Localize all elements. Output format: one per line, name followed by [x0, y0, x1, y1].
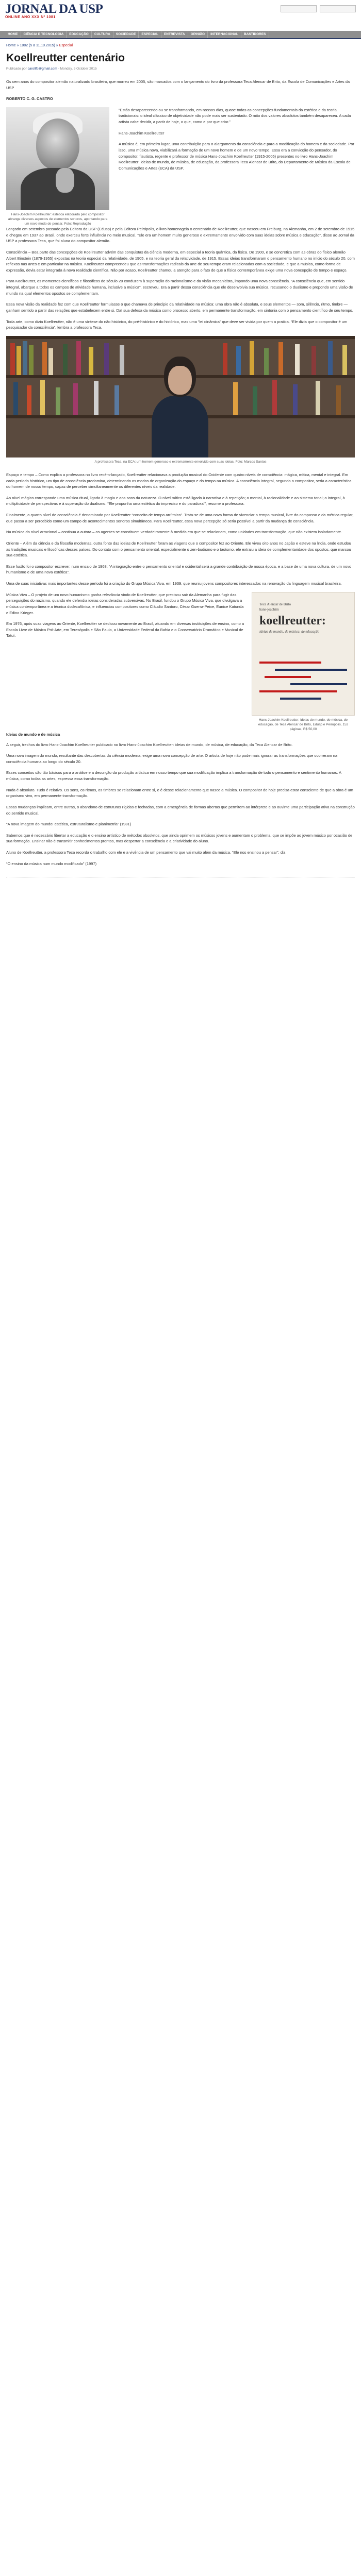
intro-section: [6, 107, 355, 226]
paragraph: Toda arte, como dizia Koellreutter, não é uma síntese do não histórico, do pré-histórico e do histórico, mas uma “lei dinâmica” que deve ser vivida por quem a pratica. “Ele dizia que o compositor é um pesquisador da consciência”, lembra a professora Teca.: [6, 319, 348, 330]
quote-attribution: Hans-Joachim Koellreutter: [119, 130, 165, 135]
menu-item-entrevista[interactable]: ENTREVISTA: [161, 31, 188, 38]
paragraph: Essa nova visão da realidade fez com que Koellreutter formulasse o que chamava de princípio da relatividade na música: uma obra não é absoluta, e seus elementos — som, silêncio, ritmo, timbre — ganham sentido a partir das relações que estabelecem entre si. Daí sua defesa da música como processo aberto, em permanente transformação, em sintonia com o pensamento científico de seu tempo.: [6, 302, 353, 313]
header-banner: [281, 5, 317, 12]
section-heading-ideias: Ideias de mundo e de música: [6, 732, 60, 737]
footer-area: [6, 877, 355, 898]
paragraph: A música é, em primeiro lugar, uma contribuição para o alargamento da consciência e para a modificação do homem e da sociedade. Por isso, uma música nova, viabilizará a formação de um novo homem e de um novo tempo. Essa era a convicção do pensador, do compositor, flautista, regente e professor de música Hans-Joachim Koellreutter (1915-2005) presentes no livro Hans-Joachim Koellreutter: ideias de mundo, de música, de educação, da professora Teca Alencar de Brito, do Departamento de Música da Escola de Comunicações e Artes (ECA) da USP.: [119, 142, 354, 171]
header-widgets: [281, 5, 356, 12]
paragraph: Esses conceitos são tão básicos para a análise e a descrição da produção artística em nosso tempo que sua modificação implica a transformação de todo o pensamento e sentimento humanos. A música, como todas as artes, expressa essa transformação.: [6, 770, 341, 782]
menu-item-home[interactable]: HOME: [5, 31, 21, 38]
menu-item-ciencia[interactable]: CIÊNCIA E TECNOLOGIA: [21, 31, 67, 38]
meta-author-link[interactable]: carollfb@gmail.com: [27, 66, 57, 71]
book-section: [6, 592, 355, 732]
paragraph: Lançado em setembro passado pela Editora da USP (Edusp) e pela Editora Peirópolis, o livro homenageia o centenário de Koellreutter, que nasceu em Freiburg, na Alemanha, em 2 de setembro de 1915 e chegou em 1937 ao Brasil, onde exerceu forte influência no meio musical. “Ele era um homem muito generoso e extremamente envolvido com suas ideias sobre música e educação”, disse ao Jornal da USP a professora Teca, que foi aluna do compositor alemão.: [6, 227, 355, 244]
paragraph: Música Viva – O projeto de um novo humanismo ganha relevância vindo de Koellreutter, que precisou sair da Alemanha para fugir das perseguições do nazismo, quando ele defendia ideias consideradas subversivas. No Brasil, fundou o Grupo Música Viva, que divulgava a música contemporânea e a técnica dodecafônica, e influenciou compositores como Cláudio Santoro, César Guerra-Peixe, Eunice Katunda e Edino Krieger.: [6, 592, 244, 615]
meta-prefix: Publicado por: [6, 66, 28, 71]
teca-alencar-photo: [6, 336, 355, 457]
breadcrumb-separator: »: [15, 44, 20, 47]
photo-caption: A professora Teca, na ECA: um homem generoso e extremamente envolvido com suas ideias. Foto: Marcos Santos: [94, 460, 267, 464]
source-citation: “A nova imagem do mundo: estética, estruturalismo e planimetria” (1981): [6, 822, 132, 827]
menu-item-sociedade[interactable]: SOCIEDADE: [113, 31, 139, 38]
teca-figure: [152, 357, 208, 457]
book-figure: [252, 592, 355, 732]
edition-label: ONLINE ANO XXX Nº 1081: [5, 15, 56, 19]
intro-text: [119, 107, 355, 177]
paragraph: Na música do nível arracional – continua a autora – os agentes se constituem verdadeiramente à medida em que se relacionam, como unidades em transformação, que não existem isoladamente.: [6, 530, 342, 535]
paragraph: Consciência – Boa parte das concepções de Koellreutter advém das conquistas da ciência moderna, em especial a teoria quântica, da física. De 1900, e se concretiza com as obras do físico alemão Albert Einstein (1879-1955) expostas na teoria especial da relatividade, de 1905, e na teoria geral da relatividade, de 1915. Essas ideias transformaram o pensamento humano no início do século 20, com reflexos nas artes e em particular na música. Koellreutter compreendeu que as transformações radicais da arte de seu tempo eram relacionadas com a sociedade, e que a música, como forma de expressão, devia estar integrada à nova realidade científica. Não por acaso, Koellreutter chamou a atenção para o fato de que a física contemporânea exige uma nova concepção de tempo e espaço.: [6, 249, 355, 273]
paragraph: Uma de suas iniciativas mais importantes desse período foi a criação do Grupo Música Viva, em 1939, que reuniu jovens compositores interessados na renovação da linguagem musical brasileira.: [6, 581, 342, 586]
meta-date: - Monday, 5 October 2015: [57, 66, 97, 71]
paragraph: Nada é absoluto. Tudo é relativo. Os sons, os ritmos, os timbres se relacionam entre si, e é desse relacionamento que nasce a música. O compositor de hoje precisa estar consciente de que a obra é um organismo vivo, em permanente transformação.: [6, 787, 353, 799]
main-menu: [0, 31, 361, 39]
article-lead: Os cem anos do compositor alemão naturalizado brasileiro, que morreu em 2005, são marcados com o lançamento do livro da professora Teca Alencar de Brito, da Escola de Comunicações e Artes da USP: [6, 79, 350, 90]
portrait-figure: [6, 107, 109, 226]
paragraph: Finalmente, o quarto nível de consciência é denominado por Koellreutter “conceito de tempo arrítmico”. Trata-se de uma nova forma de vivenciar o tempo musical, livre do compasso e da métrica regular, que passa a ser percebido como um campo de acontecimentos sonoros simultâneos. Para Koellreutter, essa nova percepção só seria possível a partir da mudança de consciência.: [6, 513, 354, 523]
menu-item-internacional[interactable]: INTERNACIONAL: [208, 31, 241, 38]
paragraph: Oriente – Além da ciência e da filosofia modernas, outra fonte das ideias de Koellreutter foram as viagens que o compositor fez ao Oriente. Ele viveu oito anos no Japão e esteve na Índia, onde estudou as tradições musicais e filosóficas desses países. Do contato com o pensamento oriental, especialmente o zen-budismo e o taoísmo, ele extraiu a ideia de complementaridade dos opostos, que marcou sua estética.: [6, 540, 351, 558]
paragraph: Uma nova imagem do mundo, resultante das descobertas da ciência moderna, exige uma nova concepção de arte. O artista de hoje não pode mais ignorar as transformações que ocorreram na consciência humana ao longo do século 20.: [6, 753, 338, 764]
opening-quote: “Estão desaparecendo ou se transformando, em nossos dias, quase todas as concepções fundamentais da estética e da teoria tradicionais: o ideal clássico de objetividade não pode mais ser sustentado. O mito dos valores absolutos também desapareceu. A cada artista cabe decidir, a partir de hoje, o que, como e por que criar.”: [119, 107, 351, 125]
book-caption: Hans-Joachim Koellreutter: ideias de mundo, de música, de educação, de Teca Alencar de Brito, Edusp e Peirópolis, 152 páginas, R$ 50,00: [258, 718, 349, 731]
paragraph: A seguir, trechos do livro Hans-Joachim Koellreutter publicado no livro Hans-Joachim Koellreutter: ideias de mundo, de música, de educação, da Teca Alencar de Brito.: [6, 742, 293, 747]
book-section-text: [6, 592, 244, 644]
article-title: Koellreutter centenário: [6, 52, 125, 64]
paragraph: Ao nível mágico corresponde uma música ritual, ligada à magia e aos sons da natureza. O nível mítico está ligado à narrativa e à repetição; o mental, à racionalidade e ao sistema tonal; o integral, à multiplicidade de perspectivas e à superação do dualismo. “Ele propunha uma estética do impreciso e do paradoxal”, resume a professora.: [6, 495, 345, 506]
breadcrumb-home[interactable]: Home: [6, 44, 16, 47]
menu-item-educacao[interactable]: EDUCAÇÃO: [67, 31, 92, 38]
book-cover-image: Teca Alencar de Brito hans-joachim koellreutter: ideias de mundo, de música, de educação: [252, 592, 355, 716]
site-logo[interactable]: JORNAL DA USP: [5, 2, 103, 16]
menu-item-cultura[interactable]: CULTURA: [92, 31, 113, 38]
site-header: [0, 0, 361, 31]
menu-item-especial[interactable]: ESPECIAL: [139, 31, 161, 38]
paragraph: Esse fusão foi o compositor escrever, num ensaio de 1968: “A integração entre o pensamento oriental e ocidental será a grande contribuição de nossa época, e a base de uma nova cultura, de um novo humanismo e de uma nova estética”.: [6, 564, 352, 575]
article-byline: ROBERTO C. G. CASTRO: [6, 96, 53, 101]
paragraph: Espaço e tempo – Como explica a professora no livro recém-lançado, Koellreutter relacionava a produção musical do Ocidente com quatro níveis de consciência: mágica, mítica, mental e integral. Em cada período histórico, um tipo de consciência predomina, determinando os modos de organização do espaço e do tempo na música. A consciência integral, segundo o compositor, seria a característica do homem de nosso tempo, capaz de perceber simultaneamente os diferentes níveis da realidade.: [6, 472, 352, 489]
breadcrumb-section[interactable]: Especial: [59, 44, 73, 47]
paragraph: Essas mudanças implicam, entre outras, o abandono de estruturas rígidas e fechadas, com a emergência de formas abertas que permitem ao intérprete e ao ouvinte uma participação ativa na construção do sentido musical.: [6, 804, 355, 816]
article-meta: [6, 66, 355, 72]
breadcrumb: [6, 43, 355, 49]
header-search-box[interactable]: [320, 5, 356, 12]
breadcrumb-separator: »: [55, 44, 59, 47]
paragraph: Sabemos que é necessário libertar a educação e o ensino artístico de métodos obsoletos, que ainda oprimem os músicos jovens e aumentam o problema, que se impõe ao jovem músico por ocasião de sua formação. Ensinar não é transmitir conhecimentos prontos, mas despertar a consciência e a criatividade do aluno.: [6, 833, 353, 844]
source-citation: “O ensino da música num mundo modificado” (1997): [6, 861, 97, 866]
paragraph: Para Koellreutter, os momentos científicos e filosóficos do século 20 conduzem à superação do racionalismo e da visão mecanicista, impondo uma nova consciência. “A consciência que, em sentido integral, abarque a todos os campos de atividade humana, inclusive a música”, escreveu. Era a partir dessa consciência que ele desenvolvia sua música, recusando o dualismo e propondo uma visão de mundo na qual elementos opostos se complementam.: [6, 279, 353, 296]
breadcrumb-issue[interactable]: 1082 (5 a 11.10.2015): [20, 44, 55, 47]
paragraph: Aluno de Koellreutter, a professora Teca recorda o trabalho com ele e a vivência de um pensamento que vai muito além da música. “Ele nos ensinou a pensar”, diz.: [6, 850, 287, 855]
menu-item-opiniao[interactable]: OPINIÃO: [188, 31, 208, 38]
article-container: [0, 39, 361, 898]
koellreutter-portrait-photo: [6, 107, 109, 210]
menu-item-bastidores[interactable]: BASTIDORES: [241, 31, 269, 38]
portrait-caption: Hans-Joachim Koellreutter: estética elaborada pelo compositor abrange diversos aspectos de elementos sonoros, apontando para um novo modo de pensar. Foto: Reprodução: [8, 212, 108, 226]
paragraph: Em 1976, após suas viagens ao Oriente, Koellreutter se dedicou novamente ao Brasil, atuando em diversas instituições de ensino, como a Escola Livre de Música Pró-Arte, em Teresópolis e São Paulo, a Universidade Federal da Bahia e o Conservatório Dramático e Musical de Tatuí.: [6, 621, 244, 638]
